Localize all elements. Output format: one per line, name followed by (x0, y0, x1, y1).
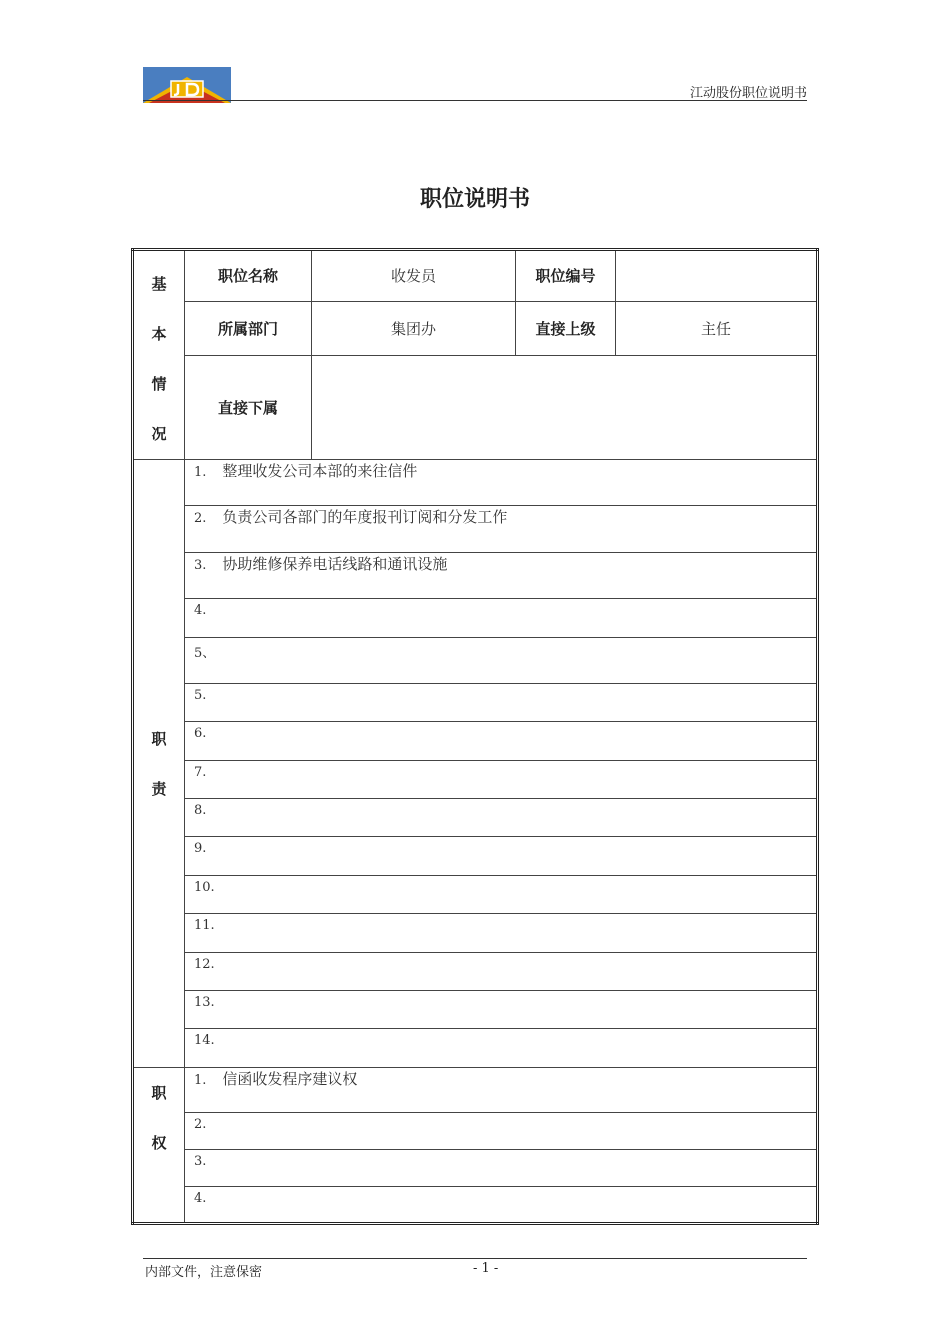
subordinate-value (312, 356, 818, 460)
duty-item: 2. 负责公司各部门的年度报刊订阅和分发工作 (185, 506, 818, 553)
authority-item: 1. 信函收发程序建议权 (185, 1068, 818, 1113)
position-name-value: 收发员 (312, 250, 516, 302)
label-char: 职 (151, 1084, 167, 1102)
authority-item: 4. (185, 1187, 818, 1224)
page-title: 职位说明书 (419, 187, 530, 212)
label-char: 本 (151, 325, 167, 343)
header-divider (143, 100, 807, 101)
duty-item: 9. (185, 837, 818, 876)
label-char: 况 (151, 425, 167, 443)
position-code-label: 职位编号 (516, 250, 616, 302)
duty-item: 7. (185, 761, 818, 799)
label-char: 责 (151, 779, 167, 798)
duty-item: 5、 (185, 638, 818, 684)
duty-item: 12. (185, 953, 818, 991)
job-description-table (131, 248, 819, 1225)
duty-item: 8. (185, 799, 818, 837)
footer-confidential: 内部文件，注意保密 (145, 1265, 263, 1280)
duty-item: 5. (185, 684, 818, 722)
basic-section-label (133, 250, 185, 460)
label-char: 情 (151, 375, 167, 393)
label-char: 职 (151, 729, 167, 748)
supervisor-value: 主任 (616, 301, 818, 355)
position-code-value (616, 250, 818, 302)
supervisor-label: 直接上级 (516, 301, 616, 355)
duty-item: 13. (185, 991, 818, 1029)
duty-item: 3. 协助维修保养电话线路和通讯设施 (185, 553, 818, 599)
duty-item: 4. (185, 599, 818, 638)
duty-item: 11. (185, 914, 818, 953)
duty-item: 6. (185, 722, 818, 761)
footer-divider (143, 1258, 807, 1259)
department-label: 所属部门 (185, 301, 312, 355)
authority-section-label (133, 1068, 185, 1224)
page-number: - 1 - (473, 1261, 499, 1276)
authority-item: 2. (185, 1113, 818, 1150)
authority-item: 3. (185, 1150, 818, 1187)
position-name-label: 职位名称 (185, 250, 312, 302)
department-value: 集团办 (312, 301, 516, 355)
header-doc-title: 江动股份职位说明书 (689, 86, 807, 101)
label-char: 权 (151, 1134, 167, 1152)
duty-item: 14. (185, 1029, 818, 1068)
duty-item: 1. 整理收发公司本部的来往信件 (185, 460, 818, 506)
duties-section-label (133, 460, 185, 1068)
duty-item: 10. (185, 876, 818, 914)
company-logo (143, 67, 231, 103)
label-char: 基 (151, 275, 167, 293)
subordinate-label: 直接下属 (185, 356, 312, 460)
